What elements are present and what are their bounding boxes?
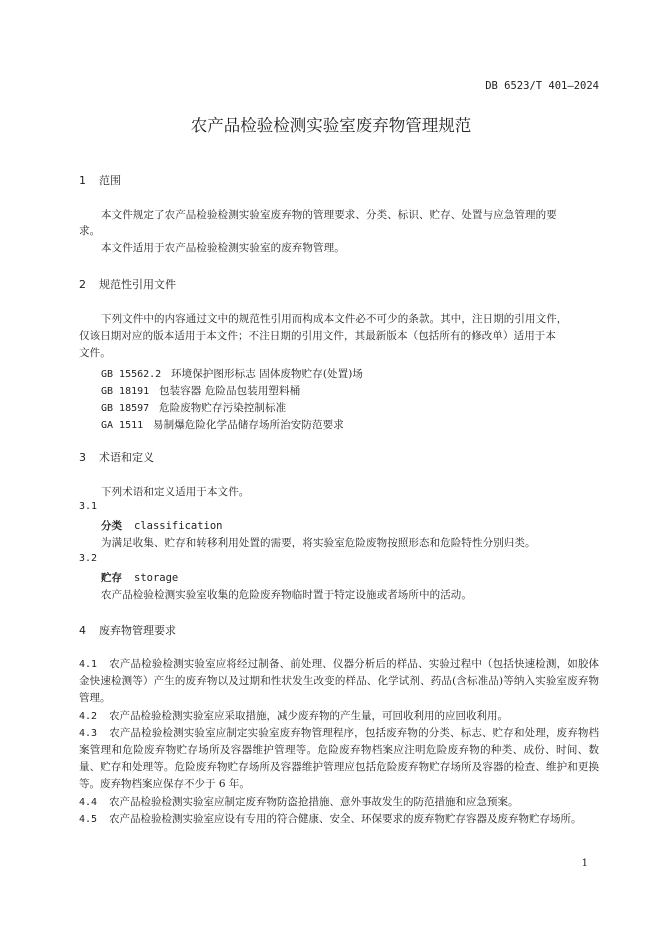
section-title: 废弃物管理要求 [99,624,176,637]
section-number: 1 [79,174,86,187]
term-definition: 农产品检验检测实验室收集的危险废弃物临时置于特定设施或者场所中的活动。 [101,589,472,601]
reference-title: 环境保护图形标志 固体废物贮存(处置)场 [171,368,364,380]
paragraph: 本文件适用于农产品检验检测实验室的废弃物管理。 [101,242,345,254]
paragraph: 仅该日期对应的版本适用于本文件；不注日期的引用文件，其最新版本（包括所有的修改单）适用于本 [79,330,556,342]
section-number: 2 [79,278,86,291]
term-en: storage [134,572,179,584]
reference-title: 易制爆危险化学品储存场所治安防范要求 [153,419,344,431]
term-zh: 贮存 [101,572,122,584]
term-definition: 为满足收集、贮存和转移利用处置的需要，将实验室危险废物按照形态和危险特性分别归类。 [101,537,536,549]
clause-text: 农产品检验检测实验室应采取措施，减少废弃物的产生量，可回收利用的应回收利用。 [109,710,509,722]
term-zh: 分类 [101,520,122,532]
section-heading-1 [79,172,121,188]
clause-text: 农产品检验检测实验室应制定废弃物防盗抢措施、意外事故发生的防范措施和应急预案。 [109,796,519,808]
clause-number: 4.5 [79,814,98,825]
section-title: 术语和定义 [99,451,154,464]
clause-text: 农产品检验检测实验室应制定实验室废弃物管理程序，包括废弃物的分类、标志、贮存和处理，废弃物档案管理和危险废弃物贮存场所及容器维护管理等。危险废弃物档案应注明危险废弃物的种类、成份、时间、数量、贮存和处理等。危险废弃物贮存场所及容器维护管理应包括危险废弃物贮存场所及容器的检查、维护和更换等。废弃物档案应保存不少于 6 年。 [79,727,599,790]
section-heading-3 [79,449,154,465]
clause-4-2 [79,708,599,725]
section-number: 3 [79,451,86,464]
reference-code: GB 18597 [101,403,150,414]
reference-code: GB 18191 [101,386,150,397]
clause-number: 4.1 [79,659,98,670]
paragraph: 文件。 [79,347,111,359]
section-heading-4 [79,622,176,638]
term-number: 3.2 [79,553,98,564]
section-number: 4 [79,624,86,637]
clause-number: 4.3 [79,728,98,739]
reference-code: GA 1511 [101,420,144,431]
reference-title: 包装容器 危险品包装用塑料桶 [159,385,301,397]
paragraph: 下列文件中的内容通过文中的规范性引用而构成本文件必不可少的条款。其中，注日期的引用文件， [101,313,568,325]
clause-number: 4.2 [79,711,98,722]
document-number: DB 6523/T 401—2024 [485,80,599,92]
reference-code: GB 15562.2 [101,369,162,380]
term-number: 3.1 [79,501,98,512]
term-heading [101,570,178,585]
clause-text: 农产品检验检测实验室应设有专用的符合健康、安全、环保要求的废弃物贮存容器及废弃物贮存场所。 [109,813,582,825]
paragraph: 求。 [79,225,101,237]
paragraph: 下列术语和定义适用于本文件。 [101,486,250,498]
clause-4-3 [79,725,599,793]
page-title: 农产品检验检测实验室废弃物管理规范 [190,116,472,135]
section-title: 范围 [99,174,121,187]
term-en: classification [134,520,223,532]
clause-4-5 [79,811,599,828]
clause-4-4 [79,794,599,811]
reference-title: 危险废物贮存污染控制标准 [159,402,287,414]
term-heading [101,518,223,533]
clause-number: 4.4 [79,797,98,808]
section-title: 规范性引用文件 [99,278,176,291]
reference-item [101,413,344,432]
clause-4-1 [79,656,599,707]
clause-text: 农产品检验检测实验室应将经过制备、前处理、仪器分析后的样品、实验过程中（包括快速检测，如胶体金快速检测等）产生的废弃物以及过期和性状发生改变的样品、化学试剂、药品(含标准品)等纳入实验室废弃物管理。 [79,658,599,704]
page-number: 1 [581,858,588,869]
paragraph: 本文件规定了农产品检验检测实验室废弃物的管理要求、分类、标识、贮存、处置与应急管理的要 [101,209,557,221]
section-heading-2 [79,276,176,292]
